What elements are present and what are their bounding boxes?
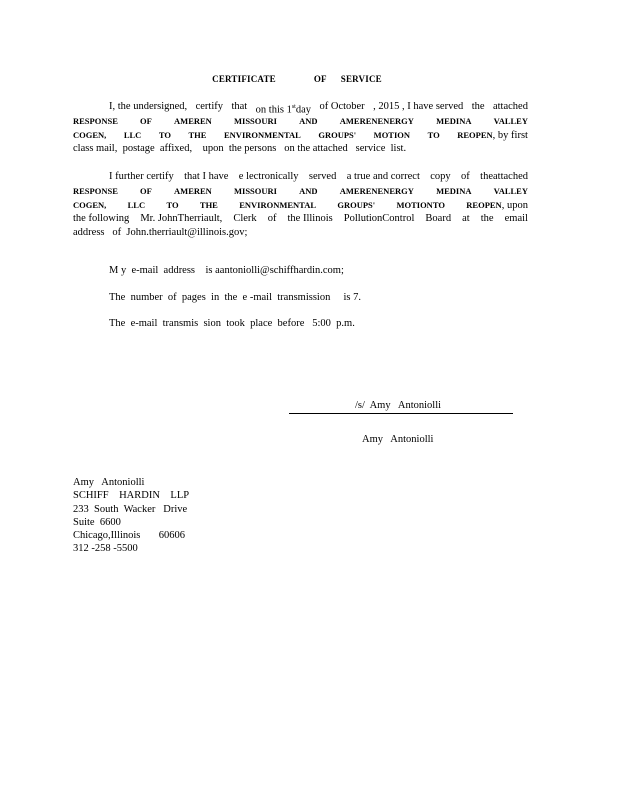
signature-line <box>289 413 513 414</box>
text-span: attached <box>492 101 528 112</box>
text-span: a true and correct <box>346 171 420 182</box>
text-span: , 2015 , I have served <box>373 101 464 112</box>
electronic-signature: /s/ Amy Antoniolli <box>355 400 442 411</box>
paragraph-service-mail <box>73 100 528 156</box>
text-span: Board <box>425 213 452 224</box>
text-span: I further certify <box>109 171 174 182</box>
text-span: RESPONSE <box>73 116 118 126</box>
paragraph1-line3 <box>73 128 528 142</box>
text-span: AMEREN <box>174 186 212 196</box>
text-span: TO <box>427 130 440 140</box>
text-span: RESPONSE <box>73 186 118 196</box>
text-span: on this 1 <box>255 104 292 116</box>
text-span: at <box>462 213 470 224</box>
transmission-time-statement: The e-mail transmis sion took place before 5:00 p.m. <box>109 318 355 329</box>
address-name: Amy Antoniolli <box>73 477 145 488</box>
address-phone: 312 -258 -5500 <box>73 543 138 555</box>
text-span: COGEN, <box>73 200 107 210</box>
text-span: MISSOURI <box>233 116 277 126</box>
paragraph1-line4 <box>73 142 528 156</box>
text-span: AND <box>299 186 318 196</box>
text-span: the Illinois <box>287 213 333 224</box>
text-span: PollutionControl <box>343 213 415 224</box>
paragraph2-line2 <box>73 184 528 198</box>
text-span: that I have <box>184 171 229 182</box>
text-span: certify <box>195 101 224 112</box>
text-span: of October <box>319 101 365 112</box>
title-word-of: OF <box>313 74 327 84</box>
text-span: Clerk <box>233 213 257 224</box>
text-span: COGEN, <box>73 130 107 140</box>
page-count-statement: The number of pages in the e -mail transmission is 7. <box>109 292 361 303</box>
paragraph1-line2 <box>73 114 528 128</box>
address-street: 233 South Wacker Drive <box>73 503 188 515</box>
text-span: Mr. JohnTherriault, <box>140 213 223 224</box>
text-span: , by first <box>492 130 528 141</box>
text-span: MISSOURI <box>233 186 277 196</box>
text-span: e lectronically <box>238 171 299 182</box>
text-span: AND <box>299 116 318 126</box>
address-city: Chicago,Illinois 60606 <box>73 530 185 542</box>
text-span <box>466 198 528 212</box>
address-suite: Suite 6600 <box>73 516 121 528</box>
text-span: the following <box>73 213 130 224</box>
paragraph-service-email <box>73 170 528 240</box>
text-span: REOPEN <box>457 130 493 140</box>
text-span: OF <box>140 186 152 196</box>
paragraph2-line4 <box>73 212 528 226</box>
text-span: the <box>480 213 494 224</box>
text-span: REOPEN <box>466 200 502 210</box>
text-span: VALLEY <box>493 116 528 126</box>
text-span: of <box>267 213 277 224</box>
text-span: class mail, postage affixed, upon the persons on the attached service list. <box>73 143 407 154</box>
title-word-service: SERVICE <box>340 74 382 84</box>
paragraph1-line1 <box>73 100 528 114</box>
text-span: VALLEY <box>493 186 528 196</box>
text-span <box>457 128 528 142</box>
title-word-certificate: CERTIFICATE <box>212 74 276 84</box>
paragraph2-line1 <box>73 170 528 184</box>
text-span: MOTIONTO <box>396 200 445 210</box>
text-span: address of John.therriault@illinois.gov; <box>73 227 248 238</box>
text-span: theattached <box>480 171 528 182</box>
text-span: THE <box>199 200 218 210</box>
text-span: ENVIRONMENTAL <box>239 200 317 210</box>
text-span: MOTION <box>373 130 411 140</box>
email-address-statement: M y e-mail address is aantoniolli@schiffhardin.com; <box>109 265 344 276</box>
text-span: MEDINA <box>436 116 472 126</box>
text-span: AMEREN <box>174 116 212 126</box>
paragraph2-line3 <box>73 198 528 212</box>
text-span: copy <box>430 171 451 182</box>
address-firm: SCHIFF HARDIN LLP <box>73 490 190 502</box>
text-span: AMERENENERGY <box>339 186 414 196</box>
text-span: LLC <box>127 200 146 210</box>
text-span: I, the undersigned, <box>109 101 188 112</box>
text-span: AMERENENERGY <box>339 116 414 126</box>
text-span: that <box>231 101 248 112</box>
text-span: TO <box>166 200 179 210</box>
paragraph2-line5 <box>73 226 528 240</box>
text-span: served <box>308 171 337 182</box>
text-span: the <box>471 101 485 112</box>
superscript: st <box>291 104 296 110</box>
text-span: , upon <box>501 200 528 211</box>
text-span: LLC <box>123 130 142 140</box>
sender-address-block <box>73 476 189 556</box>
text-span: GROUPS' <box>318 130 357 140</box>
text-span: MEDINA <box>436 186 472 196</box>
text-span: THE <box>188 130 207 140</box>
document-title <box>0 74 594 84</box>
text-span: GROUPS' <box>337 200 376 210</box>
text-span: day <box>295 104 312 116</box>
text-span <box>256 100 311 114</box>
text-span: of <box>461 171 470 182</box>
text-span: TO <box>158 130 171 140</box>
text-span: ENVIRONMENTAL <box>224 130 301 140</box>
text-span: OF <box>140 116 152 126</box>
signer-name: Amy Antoniolli <box>362 434 434 445</box>
text-span: email <box>504 213 528 224</box>
